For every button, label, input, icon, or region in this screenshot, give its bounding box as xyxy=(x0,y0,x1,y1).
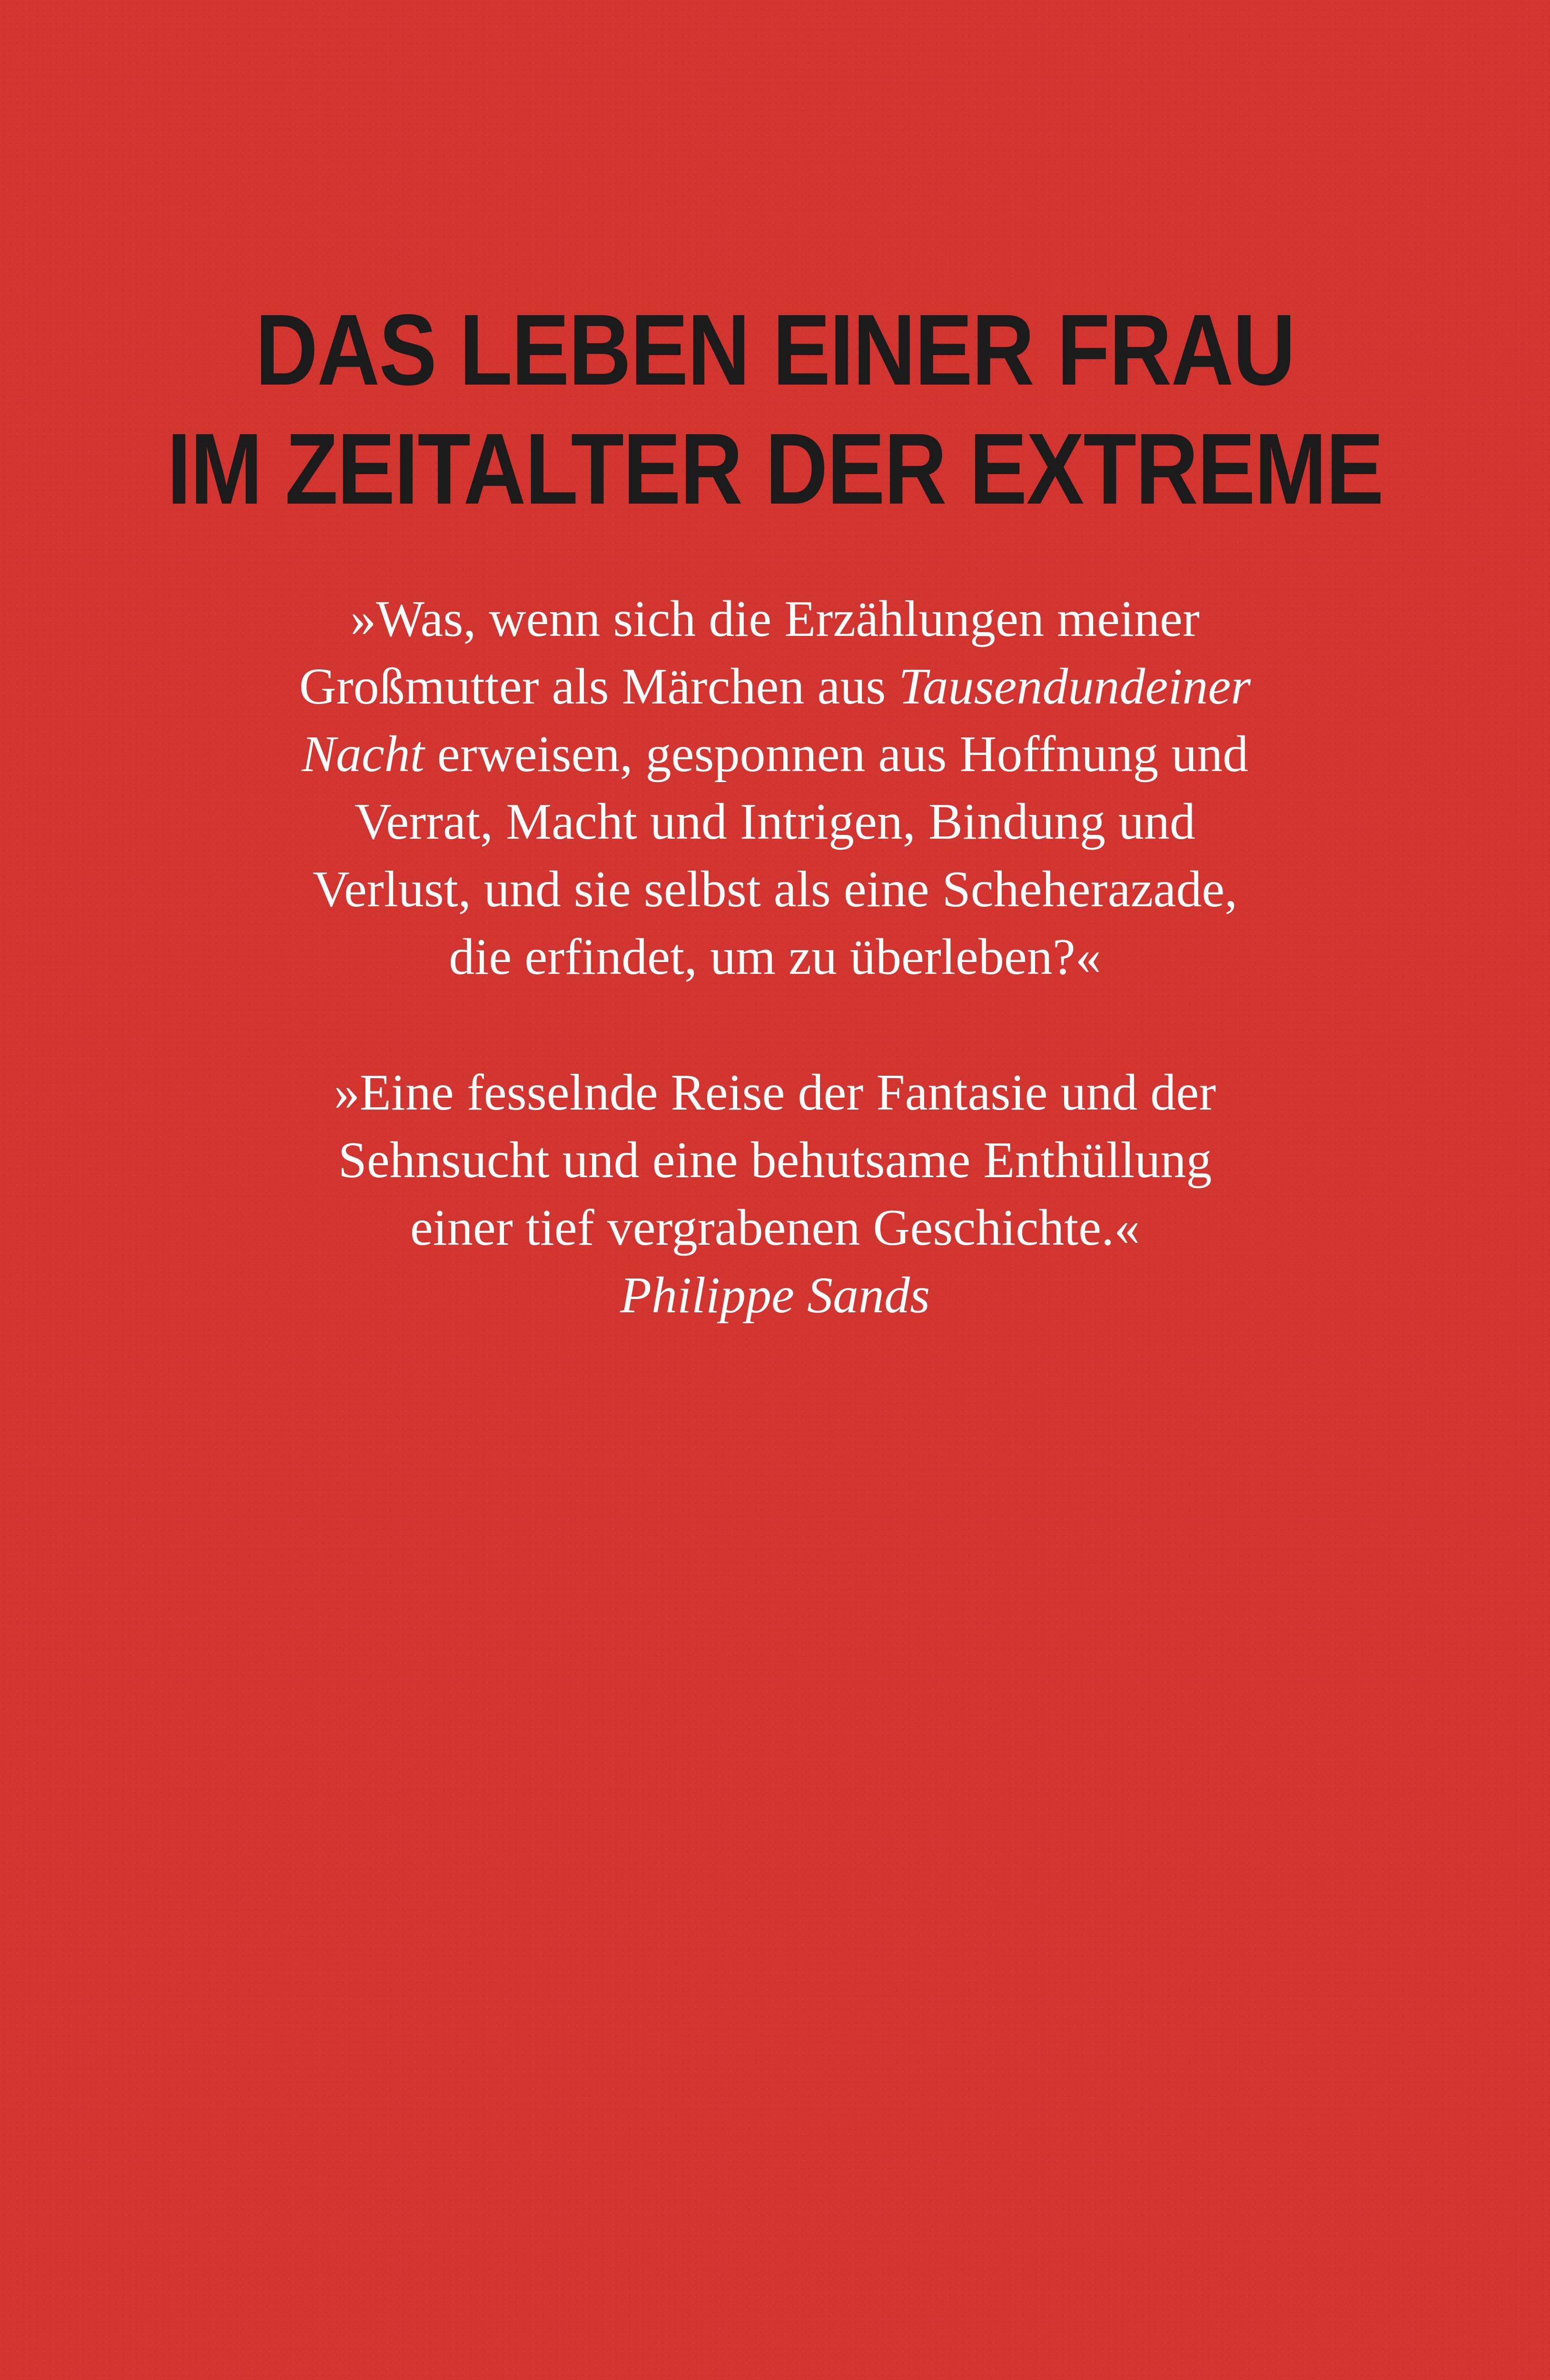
blurb-quote xyxy=(0,585,1550,991)
blurb-line-4: Verrat, Macht und Intrigen, Bindung und xyxy=(355,793,1195,850)
headline-line-2: IM ZEITALTER DER EXTREME xyxy=(167,412,1383,525)
headline-line-1: DAS LEBEN EINER FRAU xyxy=(255,293,1295,406)
blurb-line-6: die erfindet, um zu überleben?« xyxy=(449,929,1101,985)
blurb-line-3 xyxy=(0,721,1550,788)
endorsement-quote xyxy=(0,1059,1550,1329)
endorsement-line-3: einer tief vergrabenen Geschichte.« xyxy=(410,1200,1140,1256)
book-title-reference: Tausendundeiner xyxy=(898,658,1251,715)
endorsement-attribution: Philippe Sands xyxy=(620,1267,930,1324)
blurb-line-1: »Was, wenn sich die Erzählungen meiner xyxy=(350,591,1200,647)
blurb-line-5: Verlust, und sie selbst als eine Scheherazade, xyxy=(312,861,1238,918)
endorsement-line-2: Sehnsucht und eine behutsame Enthüllung xyxy=(338,1132,1212,1189)
book-title-reference-cont: Nacht xyxy=(301,726,425,783)
blurb-line-2 xyxy=(0,653,1550,721)
headline xyxy=(109,290,1441,528)
blurb-line-2-text: Großmutter als Märchen aus xyxy=(299,658,899,715)
blurb-line-3-text: erweisen, gesponnen aus Hoffnung und xyxy=(424,726,1249,783)
endorsement-line-1: »Eine fesselnde Reise der Fantasie und der xyxy=(334,1064,1216,1121)
